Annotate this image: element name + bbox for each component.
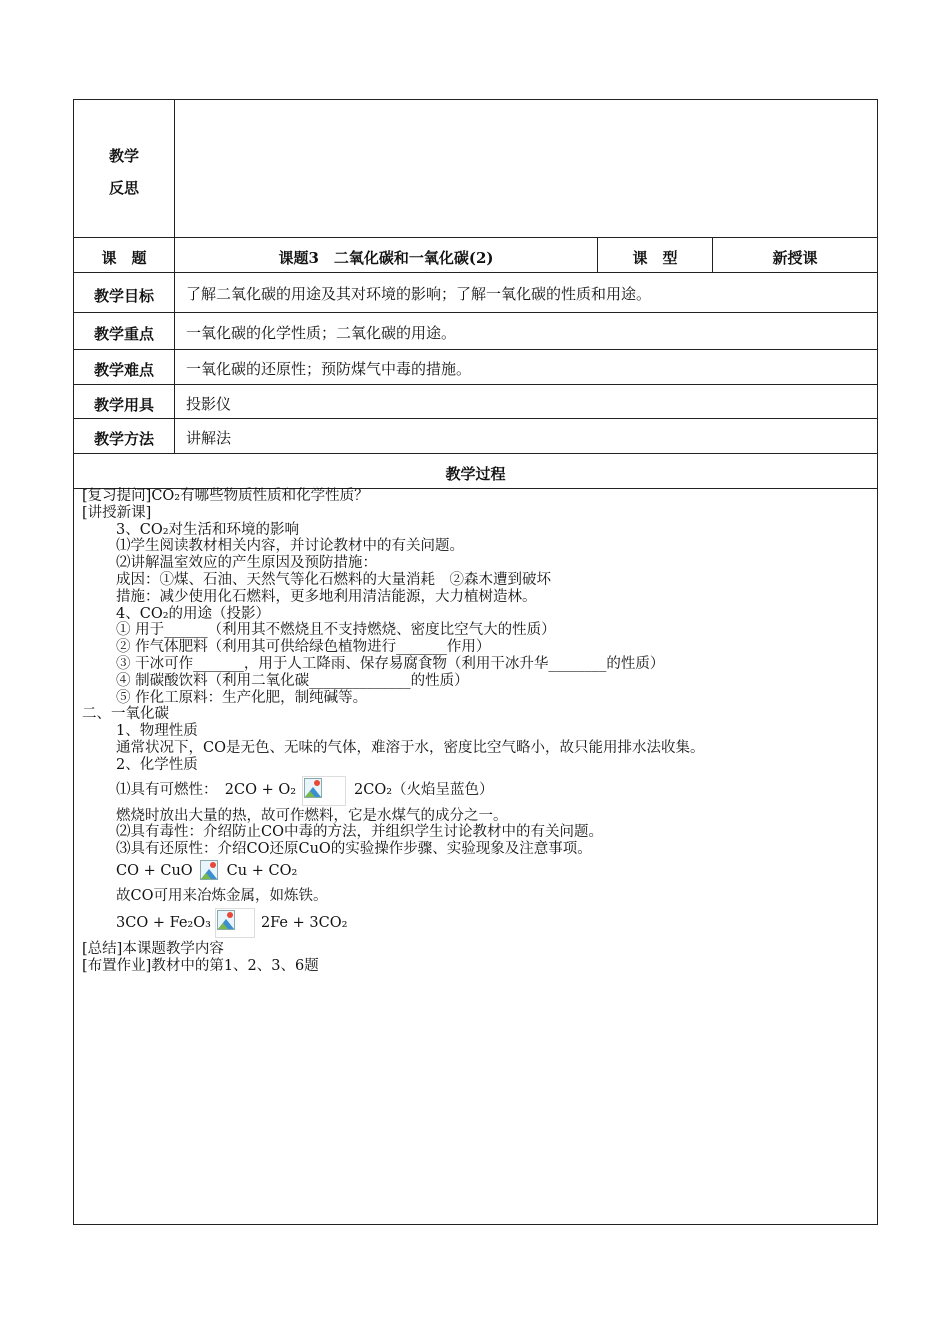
image-placeholder-icon xyxy=(217,910,235,930)
process-line: ⑤ 作化工原料：生产化肥，制纯碱等。 xyxy=(116,689,368,706)
process-content xyxy=(82,488,872,975)
reaction-condition-image xyxy=(199,859,221,883)
combustion-equation xyxy=(82,774,872,808)
process-line: 1、物理性质 xyxy=(116,723,198,740)
reduction-equation-cuo xyxy=(82,858,872,885)
process-line: [讲授新课] xyxy=(82,504,152,521)
equation-right: Cu + CO₂ xyxy=(226,863,298,880)
row-divider xyxy=(73,312,878,313)
objective-value: 了解二氧化碳的用途及其对环境的影响；了解一氧化碳的性质和用途。 xyxy=(186,284,652,303)
equation-right: 2CO₂（火焰呈蓝色） xyxy=(354,782,494,799)
process-line: [复习提问]CO₂有哪些物质性质和化学性质？ xyxy=(82,488,369,504)
process-line: ① 用于______（利用其不燃烧且不支持燃烧、密度比空气大的性质） xyxy=(116,622,556,639)
process-line: ⑴学生阅读教材相关内容，并讨论教材中的有关问题。 xyxy=(116,538,464,555)
process-line: 燃烧时放出大量的热，故可作燃料，它是水煤气的成分之一。 xyxy=(116,807,508,824)
image-placeholder-icon xyxy=(304,778,322,798)
reaction-condition-image xyxy=(302,776,346,806)
reflection-label-line2: 反思 xyxy=(108,179,139,197)
process-line: 故CO可用来冶炼金属，如炼铁。 xyxy=(116,887,328,904)
equation-left: ⑴具有可燃性： 2CO + O₂ xyxy=(116,782,297,799)
key-point-value: 一氧化碳的化学性质；二氧化碳的用途。 xyxy=(186,323,457,342)
process-line: ⑵具有毒性：介绍防止CO中毒的方法，并组织学生讨论教材中的有关问题。 xyxy=(116,824,603,841)
process-line: ② 作气体肥料（利用其可供给绿色植物进行_______作用） xyxy=(116,639,491,656)
reaction-condition-image xyxy=(215,908,255,938)
reduction-equation-fe2o3 xyxy=(82,907,872,939)
difficulty-label: 教学难点 xyxy=(93,360,154,379)
equation-left: CO + CuO xyxy=(116,863,193,880)
process-title: 教学过程 xyxy=(445,465,506,483)
topic-label: 课 题 xyxy=(101,248,147,267)
summary-line: [总结]本课题教学内容 xyxy=(82,940,224,957)
process-line: 措施：减少使用化石燃料，更多地利用清洁能源，大力植树造林。 xyxy=(116,588,537,605)
difficulty-value: 一氧化碳的还原性；预防煤气中毒的措施。 xyxy=(186,359,472,378)
row-divider xyxy=(73,237,878,238)
reflection-label-line1: 教学 xyxy=(108,147,139,165)
equation-left: 3CO + Fe₂O₃ xyxy=(116,914,211,931)
equation-right: 2Fe + 3CO₂ xyxy=(260,914,348,931)
type-label: 课 型 xyxy=(632,248,678,267)
row-divider xyxy=(73,384,878,385)
process-line: ⑵讲解温室效应的产生原因及预防措施： xyxy=(116,555,377,572)
process-line: ⑶具有还原性：介绍CO还原CuO的实验操作步骤、实验现象及注意事项。 xyxy=(116,841,592,858)
process-line: 3、CO₂对生活和环境的影响 xyxy=(116,521,300,538)
process-line: 成因：①煤、石油、天然气等化石燃料的大量消耗 ②森木遭到破坏 xyxy=(116,571,551,588)
homework-line: [布置作业]教材中的第1、2、3、6题 xyxy=(82,957,319,974)
tools-value: 投影仪 xyxy=(186,394,232,413)
process-line: ③ 干冰可作_______，用于人工降雨、保存易腐食物（利用干冰升华________的性质） xyxy=(116,655,665,672)
image-placeholder-icon xyxy=(200,860,218,880)
reflection-label xyxy=(74,140,174,204)
tools-label: 教学用具 xyxy=(93,395,154,414)
row-divider xyxy=(73,349,878,350)
row-divider xyxy=(73,453,878,454)
process-line: 二、一氧化碳 xyxy=(82,706,169,723)
method-label: 教学方法 xyxy=(93,429,154,448)
process-line: 4、CO₂的用途（投影） xyxy=(116,605,271,622)
key-point-label: 教学重点 xyxy=(93,324,154,343)
method-value: 讲解法 xyxy=(186,428,232,447)
process-line: 通常状况下，CO是无色、无味的气体，难溶于水，密度比空气略小，故只能用排水法收集。 xyxy=(116,739,705,756)
process-line: ④ 制碳酸饮料（利用二氧化碳______________的性质） xyxy=(116,672,469,689)
topic-value: 课题3 二氧化碳和一氧化碳(2) xyxy=(278,248,494,267)
type-value: 新授课 xyxy=(772,248,818,267)
reflection-content[interactable] xyxy=(175,100,877,237)
objective-label: 教学目标 xyxy=(93,286,154,305)
process-line: 2、化学性质 xyxy=(116,756,198,773)
